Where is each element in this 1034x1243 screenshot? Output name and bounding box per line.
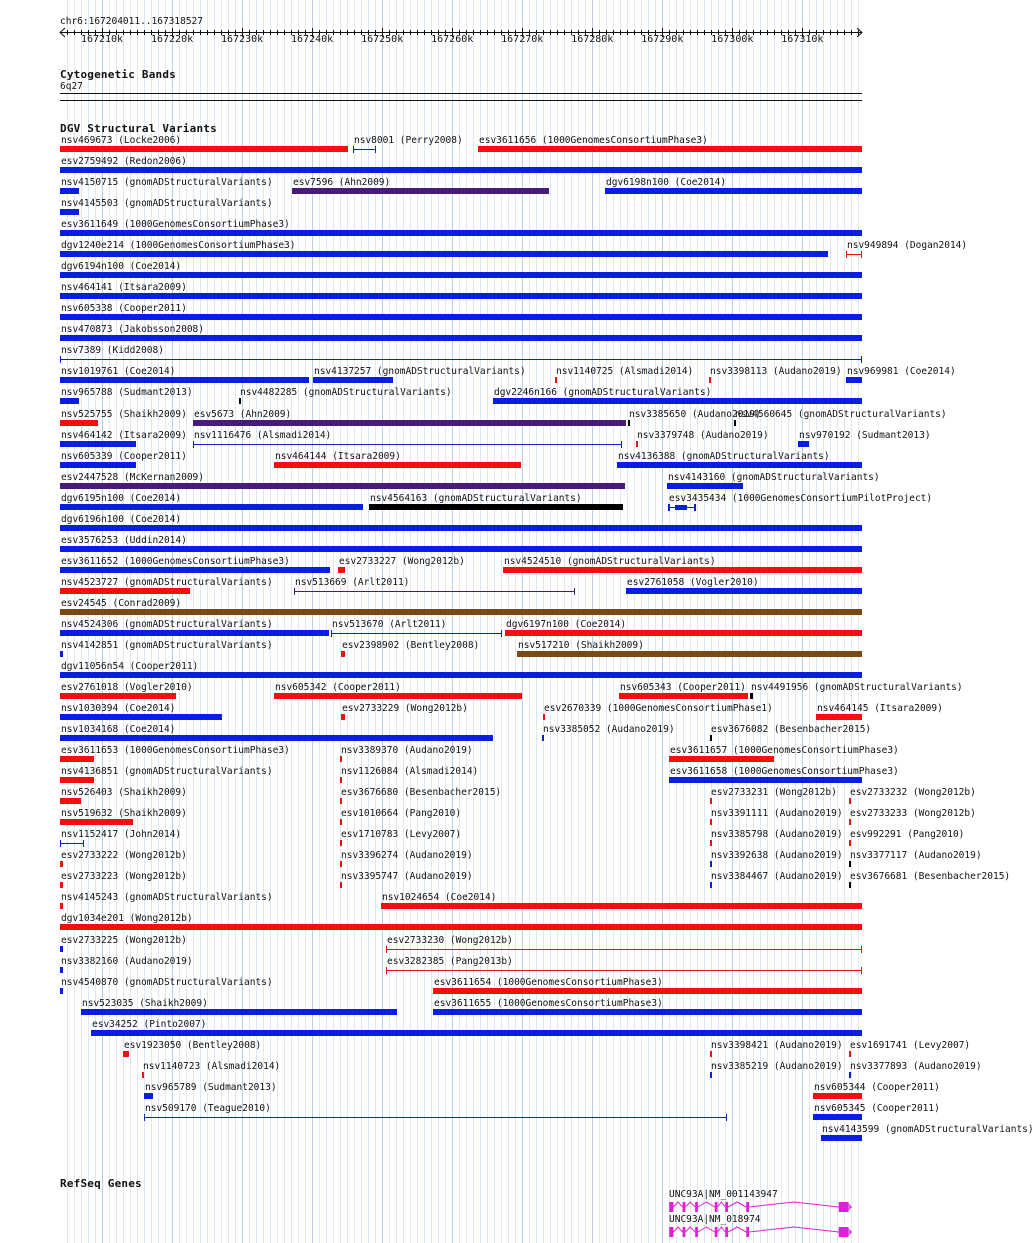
sv-label: nsv3398421 (Audano2019) <box>711 1039 843 1051</box>
sv-feature-bar[interactable] <box>849 819 851 825</box>
sv-label: esv3611657 (1000GenomesConsortiumPhase3) <box>670 745 899 757</box>
sv-label: nsv4564163 (gnomADStructuralVariants) <box>370 492 582 504</box>
sv-feature-cap[interactable] <box>294 588 295 595</box>
sv-feature-bar[interactable] <box>710 735 712 741</box>
sv-label: nsv8001 (Perry2008) <box>354 135 463 146</box>
sv-label: esv2447528 (McKernan2009) <box>61 471 204 483</box>
sv-feature-bar[interactable] <box>340 756 342 762</box>
sv-feature-bar[interactable] <box>60 209 79 215</box>
sv-feature-bar[interactable] <box>60 693 176 699</box>
sv-feature-bar[interactable] <box>60 167 862 173</box>
sv-feature-bar[interactable] <box>60 504 363 510</box>
cytoband-label: 6q27 <box>60 81 83 92</box>
sv-feature-cap[interactable] <box>501 630 502 637</box>
sv-feature-bar[interactable] <box>846 377 862 383</box>
sv-label: nsv4137257 (gnomADStructuralVariants) <box>314 366 526 378</box>
sv-label: esv1923050 (Bentley2008) <box>124 1039 262 1051</box>
sv-feature-bar[interactable] <box>813 1093 862 1099</box>
sv-label: esv3676681 (Besenbacher2015) <box>850 871 1011 883</box>
sv-feature-bar[interactable] <box>798 441 809 447</box>
sv-feature-bar[interactable] <box>340 882 342 888</box>
sv-feature-bar[interactable] <box>813 1114 862 1120</box>
sv-feature-bar[interactable] <box>123 1051 129 1057</box>
sv-feature-bar[interactable] <box>493 398 862 404</box>
sv-feature-bar[interactable] <box>636 441 638 447</box>
sv-feature-bar[interactable] <box>710 1072 712 1078</box>
sv-label: nsv605344 (Cooper2011) <box>814 1081 940 1093</box>
sv-feature-bar[interactable] <box>710 840 712 846</box>
sv-feature-cap[interactable] <box>668 504 670 511</box>
sv-label: nsv969981 (Coe2014) <box>847 366 956 378</box>
sv-label: nsv3385650 (Audano2019) <box>629 408 761 420</box>
sv-feature-bar[interactable] <box>142 1072 144 1078</box>
sv-label: nsv513669 (Arlt2011) <box>295 576 410 588</box>
sv-feature-bar[interactable] <box>340 861 342 867</box>
sv-feature-bar[interactable] <box>734 420 736 426</box>
sv-feature-bar[interactable] <box>816 714 862 720</box>
sv-feature-line[interactable] <box>353 149 376 150</box>
sv-feature-bar[interactable] <box>60 861 63 867</box>
sv-feature-cap[interactable] <box>861 967 862 974</box>
sv-feature-bar[interactable] <box>60 946 63 952</box>
dgv-track-title: DGV Structural Variants <box>60 122 217 135</box>
sv-feature-cap[interactable] <box>193 441 194 448</box>
sv-feature-cap[interactable] <box>694 504 696 511</box>
ruler-tick-label: 167230k <box>221 34 264 45</box>
sv-feature-bar[interactable] <box>849 1072 851 1078</box>
sv-label: nsv470873 (Jakobsson2008) <box>61 324 204 336</box>
sv-feature-bar[interactable] <box>60 462 136 468</box>
sv-feature-bar[interactable] <box>60 924 862 930</box>
sv-label: esv34252 (Pinto2007) <box>92 1018 207 1030</box>
ruler-tick-label: 167290k <box>641 34 684 45</box>
gene-exon <box>746 1227 749 1237</box>
sv-feature-bar[interactable] <box>340 798 342 804</box>
sv-label: esv1010664 (Pang2010) <box>341 808 462 820</box>
sv-label: nsv4560645 (gnomADStructuralVariants) <box>735 408 947 420</box>
sv-label: nsv605345 (Cooper2011) <box>814 1102 940 1114</box>
sv-feature-bar[interactable] <box>60 672 862 678</box>
sv-label: esv3435434 (1000GenomesConsortiumPilotProject) <box>669 492 933 504</box>
sv-label: esv2733223 (Wong2012b) <box>61 871 187 883</box>
sv-feature-line[interactable] <box>193 444 622 445</box>
sv-feature-bar[interactable] <box>60 567 330 573</box>
sv-feature-bar[interactable] <box>60 398 79 404</box>
sv-feature-line[interactable] <box>386 970 862 971</box>
gene-exon <box>683 1227 686 1237</box>
sv-feature-cap[interactable] <box>60 356 61 363</box>
sv-label: esv3611652 (1000GenomesConsortiumPhase3) <box>61 555 290 567</box>
sv-label: nsv965789 (Sudmant2013) <box>145 1081 277 1093</box>
sv-label: nsv469673 (Locke2006) <box>61 135 182 146</box>
refseq-track-title: RefSeq Genes <box>60 1177 142 1190</box>
sv-feature-bar[interactable] <box>60 967 63 973</box>
sv-label: esv2733232 (Wong2012b) <box>850 787 976 799</box>
sv-feature-cap[interactable] <box>353 146 354 153</box>
sv-label: nsv519632 (Shaikh2009) <box>61 808 187 820</box>
sv-feature-bar[interactable] <box>849 882 851 888</box>
sv-feature-bar[interactable] <box>433 988 862 994</box>
sv-feature-bar[interactable] <box>292 188 549 194</box>
sv-feature-bar[interactable] <box>60 777 94 783</box>
sv-feature-line[interactable] <box>60 359 862 360</box>
sv-feature-bar[interactable] <box>60 377 309 383</box>
ruler-tick-label: 167260k <box>431 34 474 45</box>
sv-feature-bar[interactable] <box>60 714 222 720</box>
sv-label: nsv526403 (Shaikh2009) <box>61 787 187 799</box>
cytobands-title: Cytogenetic Bands <box>60 68 176 81</box>
sv-label: nsv1140725 (Alsmadi2014) <box>556 366 694 378</box>
sv-feature-cap[interactable] <box>846 251 847 258</box>
sv-label: nsv3395747 (Audano2019) <box>341 871 473 883</box>
sv-label: nsv605342 (Cooper2011) <box>275 682 401 694</box>
sv-feature-bar[interactable] <box>60 588 190 594</box>
sv-feature-bar[interactable] <box>60 314 862 320</box>
sv-feature-bar[interactable] <box>338 567 345 573</box>
sv-feature-bar[interactable] <box>81 1009 397 1015</box>
sv-feature-bar[interactable] <box>628 420 630 426</box>
sv-label: nsv4491956 (gnomADStructuralVariants) <box>751 682 963 694</box>
sv-feature-bar[interactable] <box>60 546 862 552</box>
sv-label: nsv3392638 (Audano2019) <box>711 850 843 862</box>
gene-exon <box>683 1202 686 1212</box>
gene-intron-line <box>673 1227 838 1232</box>
sv-label: nsv3377893 (Audano2019) <box>850 1060 982 1072</box>
sv-feature-bar[interactable] <box>503 567 862 573</box>
sv-label: dgv6195n100 (Coe2014) <box>61 492 182 504</box>
sv-feature-bar[interactable] <box>91 1030 862 1036</box>
sv-feature-bar[interactable] <box>626 588 862 594</box>
sv-feature-bar[interactable] <box>821 1135 862 1141</box>
sv-label: nsv4524306 (gnomADStructuralVariants) <box>61 618 273 630</box>
sv-label: nsv3377117 (Audano2019) <box>850 850 982 862</box>
sv-label: nsv464142 (Itsara2009) <box>61 429 187 441</box>
sv-feature-cap[interactable] <box>144 1114 145 1121</box>
gene-exon <box>725 1227 728 1237</box>
sv-feature-line[interactable] <box>386 949 862 950</box>
gene-exon <box>746 1202 749 1212</box>
sv-feature-bar[interactable] <box>60 420 98 426</box>
sv-label: nsv523035 (Shaikh2009) <box>82 997 208 1009</box>
sv-feature-bar[interactable] <box>710 1051 712 1057</box>
sv-label: nsv3382160 (Audano2019) <box>61 955 193 967</box>
sv-feature-bar[interactable] <box>60 882 63 888</box>
sv-feature-bar[interactable] <box>617 462 862 468</box>
ruler-tick-label: 167280k <box>571 34 614 45</box>
sv-feature-bar[interactable] <box>341 651 345 657</box>
gene-model[interactable] <box>0 1225 890 1241</box>
sv-label: nsv3385219 (Audano2019) <box>711 1060 843 1072</box>
sv-label: nsv4523727 (gnomADStructuralVariants) <box>61 576 273 588</box>
gene-exon <box>839 1202 849 1212</box>
sv-feature-bar[interactable] <box>605 188 862 194</box>
sv-label: esv3611658 (1000GenomesConsortiumPhase3) <box>670 766 899 778</box>
sv-feature-bar[interactable] <box>313 377 393 383</box>
sv-label: nsv3379748 (Audano2019) <box>637 429 769 441</box>
sv-feature-bar[interactable] <box>669 777 862 783</box>
sv-feature-line[interactable] <box>294 591 575 592</box>
sv-feature-bar[interactable] <box>60 735 493 741</box>
gene-exon <box>695 1202 698 1212</box>
sv-feature-bar[interactable] <box>60 651 63 657</box>
sv-feature-bar[interactable] <box>60 293 862 299</box>
sv-feature-bar[interactable] <box>517 651 862 657</box>
sv-feature-bar[interactable] <box>542 735 544 741</box>
sv-label: nsv970192 (Sudmant2013) <box>799 429 931 441</box>
sv-feature-bar[interactable] <box>667 483 743 489</box>
sv-feature-bar[interactable] <box>849 1051 851 1057</box>
sv-label: esv24545 (Conrad2009) <box>61 597 182 609</box>
sv-label: nsv1030394 (Coe2014) <box>61 703 176 715</box>
sv-label: esv5673 (Ahn2009) <box>194 408 292 420</box>
sv-feature-bar[interactable] <box>710 882 712 888</box>
sv-label: esv2761058 (Vogler2010) <box>627 576 759 588</box>
ruler-tick-label: 167310k <box>781 34 824 45</box>
sv-label: esv2733233 (Wong2012b) <box>850 808 976 820</box>
sv-label: nsv4143599 (gnomADStructuralVariants) <box>822 1123 1034 1135</box>
sv-feature-cap[interactable] <box>574 588 575 595</box>
sv-label: dgv2246n166 (gnomADStructuralVariants) <box>494 387 712 399</box>
sv-feature-bar[interactable] <box>60 335 862 341</box>
sv-feature-cap[interactable] <box>386 967 387 974</box>
ruler-tick-label: 167300k <box>711 34 754 45</box>
sv-label: nsv4136388 (gnomADStructuralVariants) <box>618 450 830 462</box>
sv-feature-bar[interactable] <box>60 483 625 489</box>
gene-exon <box>669 1202 673 1212</box>
sv-feature-bar[interactable] <box>60 798 81 804</box>
sv-label: nsv3396274 (Audano2019) <box>341 850 473 862</box>
sv-label: nsv3385052 (Audano2019) <box>543 724 675 736</box>
sv-feature-bar[interactable] <box>274 462 521 468</box>
gene-exon <box>715 1227 718 1237</box>
sv-label: esv2733229 (Wong2012b) <box>342 703 468 715</box>
sv-label: dgv1240e214 (1000GenomesConsortiumPhase3) <box>61 240 296 252</box>
sv-feature-bar[interactable] <box>60 903 63 909</box>
sv-feature-bar[interactable] <box>274 693 522 699</box>
sv-label: nsv1152417 (John2014) <box>61 829 182 841</box>
sv-label: nsv513670 (Arlt2011) <box>332 618 447 630</box>
sv-label: nsv4482285 (gnomADStructuralVariants) <box>240 387 452 399</box>
sv-feature-bar[interactable] <box>543 714 545 720</box>
gene-intron-line <box>673 1202 838 1207</box>
sv-label: nsv4150715 (gnomADStructuralVariants) <box>61 177 273 189</box>
sv-label: nsv464144 (Itsara2009) <box>275 450 401 462</box>
sv-label: dgv1034e201 (Wong2012b) <box>61 913 193 925</box>
sv-feature-bar[interactable] <box>60 146 348 152</box>
sv-feature-bar[interactable] <box>849 798 851 804</box>
sv-label: esv3676680 (Besenbacher2015) <box>341 787 502 799</box>
gene-label: UNC93A|NM_018974 <box>669 1214 761 1225</box>
sv-label: nsv4136851 (gnomADStructuralVariants) <box>61 766 273 778</box>
sv-feature-bar[interactable] <box>675 505 687 510</box>
sv-label: nsv525755 (Shaikh2009) <box>61 408 187 420</box>
sv-label: esv2761018 (Vogler2010) <box>61 682 193 694</box>
sv-label: esv2733231 (Wong2012b) <box>711 787 837 799</box>
sv-feature-line[interactable] <box>846 254 862 255</box>
sv-label: nsv1024654 (Coe2014) <box>382 892 497 904</box>
gene-label: UNC93A|NM_001143947 <box>669 1189 778 1200</box>
gene-exon <box>669 1227 673 1237</box>
ruler-tick-label: 167240k <box>291 34 334 45</box>
sv-label: nsv3389370 (Audano2019) <box>341 745 473 757</box>
sv-label: esv1710783 (Levy2007) <box>341 829 462 841</box>
sv-label: esv7596 (Ahn2009) <box>293 177 391 189</box>
sv-label: nsv3391111 (Audano2019) <box>711 808 843 820</box>
sv-label: nsv4524510 (gnomADStructuralVariants) <box>504 555 716 567</box>
sv-label: esv2398902 (Bentley2008) <box>342 639 480 651</box>
sv-label: nsv605339 (Cooper2011) <box>61 450 187 462</box>
sv-feature-cap[interactable] <box>726 1114 727 1121</box>
sv-label: esv3611653 (1000GenomesConsortiumPhase3) <box>61 745 290 757</box>
ruler-tick-label: 167220k <box>150 34 194 45</box>
cytoband-track[interactable] <box>60 93 862 101</box>
sv-feature-bar[interactable] <box>709 377 711 383</box>
sv-feature-bar[interactable] <box>60 630 329 636</box>
sv-label: nsv1126084 (Alsmadi2014) <box>341 766 479 778</box>
sv-label: dgv6197n100 (Coe2014) <box>506 618 627 630</box>
sv-label: esv3611654 (1000GenomesConsortiumPhase3) <box>434 976 663 988</box>
sv-label: nsv949894 (Dogan2014) <box>847 240 968 252</box>
sv-feature-cap[interactable] <box>83 840 84 847</box>
sv-feature-bar[interactable] <box>60 988 63 994</box>
ruler-location: chr6:167204011..167318527 <box>60 16 203 27</box>
sv-feature-bar[interactable] <box>750 693 753 699</box>
gene-exon <box>725 1202 728 1212</box>
sv-label: dgv6196n100 (Coe2014) <box>61 513 182 525</box>
sv-label: nsv464145 (Itsara2009) <box>817 703 943 715</box>
ruler-tick-label: 167270k <box>501 34 544 45</box>
sv-label: nsv965788 (Sudmant2013) <box>61 387 193 399</box>
sv-feature-bar[interactable] <box>60 525 862 531</box>
sv-feature-bar[interactable] <box>710 819 712 825</box>
sv-feature-line[interactable] <box>331 633 502 634</box>
sv-label: dgv6194n100 (Coe2014) <box>61 261 182 273</box>
sv-label: nsv464141 (Itsara2009) <box>61 282 187 294</box>
sv-label: nsv509170 (Teague2010) <box>145 1102 271 1114</box>
sv-label: nsv4142851 (gnomADStructuralVariants) <box>61 639 273 651</box>
sv-label: nsv3385798 (Audano2019) <box>711 829 843 841</box>
sv-feature-cap[interactable] <box>375 146 376 153</box>
ruler-tick-label: 167210k <box>80 34 124 45</box>
sv-label: nsv7389 (Kidd2008) <box>61 345 164 357</box>
sv-feature-bar[interactable] <box>60 188 79 194</box>
sv-label: esv2759492 (Redon2006) <box>61 156 187 168</box>
sv-label: esv2670339 (1000GenomesConsortiumPhase1) <box>544 703 773 715</box>
sv-feature-bar[interactable] <box>60 441 136 447</box>
sv-feature-bar[interactable] <box>193 420 626 426</box>
sv-label: nsv4145503 (gnomADStructuralVariants) <box>61 198 273 210</box>
sv-feature-bar[interactable] <box>555 377 557 383</box>
sv-feature-bar[interactable] <box>478 146 862 152</box>
sv-feature-bar[interactable] <box>60 251 828 257</box>
sv-feature-cap[interactable] <box>60 840 61 847</box>
sv-feature-cap[interactable] <box>621 441 622 448</box>
sv-label: dgv11056n54 (Cooper2011) <box>61 661 199 672</box>
sv-feature-bar[interactable] <box>849 840 851 846</box>
sv-feature-bar[interactable] <box>341 714 345 720</box>
sv-label: esv2733230 (Wong2012b) <box>387 934 513 946</box>
sv-label: esv2733222 (Wong2012b) <box>61 850 187 862</box>
sv-feature-bar[interactable] <box>710 798 712 804</box>
sv-feature-bar[interactable] <box>849 861 851 867</box>
sv-feature-bar[interactable] <box>60 230 862 236</box>
sv-label: nsv605343 (Cooper2011) <box>620 682 746 694</box>
sv-label: nsv1019761 (Coe2014) <box>61 366 176 378</box>
sv-feature-bar[interactable] <box>340 819 342 825</box>
sv-feature-bar[interactable] <box>60 609 862 615</box>
sv-label: nsv1034168 (Coe2014) <box>61 724 176 736</box>
ruler-tick-label: 167250k <box>361 34 404 45</box>
sv-label: esv992291 (Pang2010) <box>850 829 965 841</box>
sv-feature-cap[interactable] <box>331 630 332 637</box>
sv-feature-line[interactable] <box>144 1117 727 1118</box>
gene-exon <box>839 1227 849 1237</box>
sv-label: esv3611656 (1000GenomesConsortiumPhase3) <box>479 135 708 146</box>
sv-feature-cap[interactable] <box>861 356 862 363</box>
gene-exon <box>695 1227 698 1237</box>
sv-feature-bar[interactable] <box>433 1009 862 1015</box>
sv-feature-bar[interactable] <box>710 861 712 867</box>
gene-exon <box>715 1202 718 1212</box>
sv-feature-bar[interactable] <box>60 272 862 278</box>
sv-feature-cap[interactable] <box>861 251 862 258</box>
sv-label: esv3282385 (Pang2013b) <box>387 955 513 967</box>
sv-label: nsv4145243 (gnomADStructuralVariants) <box>61 892 273 904</box>
sv-label: nsv1140723 (Alsmadi2014) <box>143 1060 281 1072</box>
sv-label: esv1691741 (Levy2007) <box>850 1039 971 1051</box>
sv-feature-bar[interactable] <box>369 504 623 510</box>
sv-label: nsv517210 (Shaikh2009) <box>518 639 644 651</box>
sv-label: nsv3384467 (Audano2019) <box>711 871 843 883</box>
sv-label: nsv4540870 (gnomADStructuralVariants) <box>61 976 273 988</box>
sv-label: esv3576253 (Uddin2014) <box>61 534 187 546</box>
sv-label: nsv4143160 (gnomADStructuralVariants) <box>668 471 880 483</box>
sv-label: esv3611655 (1000GenomesConsortiumPhase3) <box>434 997 663 1009</box>
sv-feature-bar[interactable] <box>60 756 94 762</box>
sv-label: esv3676082 (Besenbacher2015) <box>711 724 872 736</box>
sv-label: esv2733227 (Wong2012b) <box>339 555 465 567</box>
sv-feature-cap[interactable] <box>386 946 387 953</box>
sv-feature-bar[interactable] <box>239 398 241 404</box>
sv-feature-bar[interactable] <box>144 1093 153 1099</box>
sv-feature-bar[interactable] <box>505 630 862 636</box>
sv-feature-cap[interactable] <box>861 946 862 953</box>
sv-label: dgv6198n100 (Coe2014) <box>606 177 727 189</box>
sv-label: nsv605338 (Cooper2011) <box>61 303 187 315</box>
sv-feature-bar[interactable] <box>381 903 862 909</box>
sv-label: nsv1116476 (Alsmadi2014) <box>194 429 332 441</box>
sv-label: nsv3398113 (Audano2019) <box>710 366 842 378</box>
sv-feature-bar[interactable] <box>340 840 342 846</box>
sv-feature-bar[interactable] <box>669 756 774 762</box>
sv-feature-line[interactable] <box>60 843 84 844</box>
sv-label: esv3611649 (1000GenomesConsortiumPhase3) <box>61 219 290 231</box>
sv-feature-bar[interactable] <box>619 693 748 699</box>
sv-feature-bar[interactable] <box>60 819 133 825</box>
sv-feature-bar[interactable] <box>340 777 342 783</box>
sv-label: esv2733225 (Wong2012b) <box>61 934 187 946</box>
